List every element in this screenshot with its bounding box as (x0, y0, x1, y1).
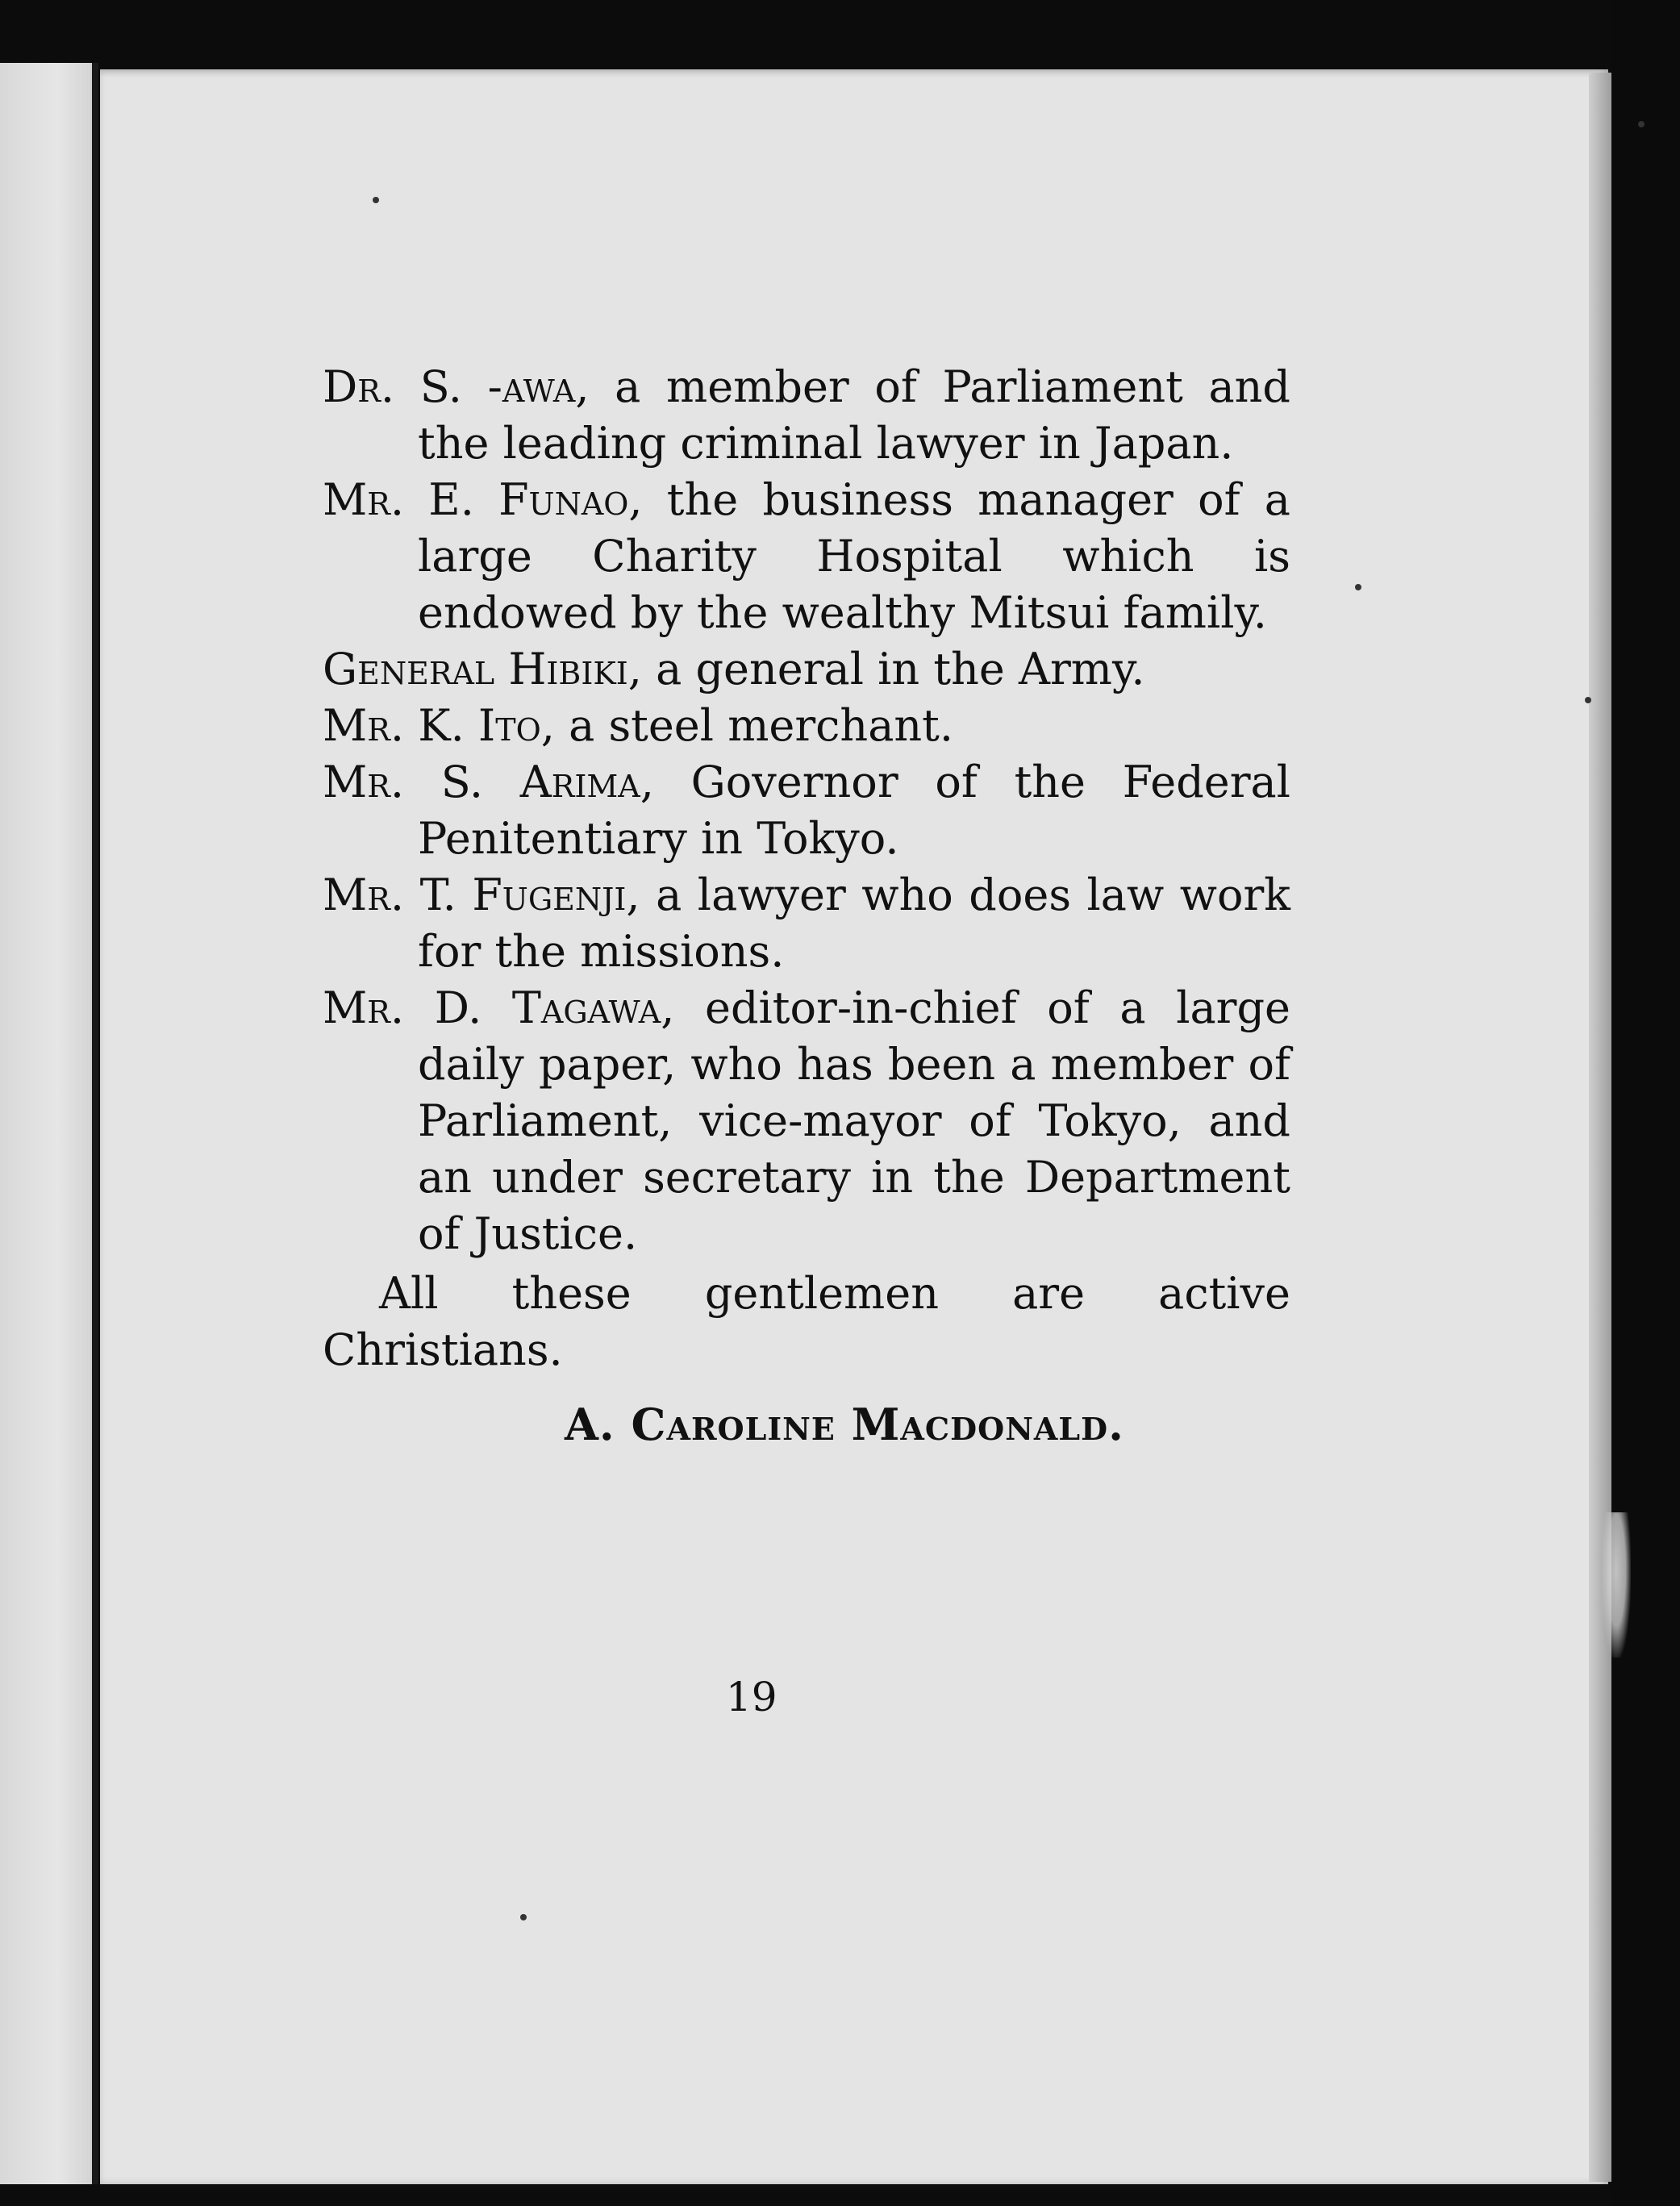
entry-name: Mr. D. Tagawa (323, 982, 661, 1033)
entry-description: , a member of Parliament and the leading criminal lawyer in Japan. (418, 361, 1290, 469)
entry-fugenji (323, 867, 1290, 980)
ink-speck (1355, 584, 1361, 590)
entry-name: Dr. S. -awa (323, 361, 576, 412)
ink-speck (1638, 121, 1645, 127)
entry-sawa (323, 359, 1290, 472)
entry-name: Mr. S. Arima (323, 757, 640, 807)
ink-speck (1585, 697, 1591, 703)
entry-description: , the business manager of a large Charity Hospital which is endowed by the wealthy Mitsui family. (418, 474, 1290, 638)
ink-speck (520, 1914, 527, 1920)
left-page-edge (0, 63, 95, 2184)
entry-ito (323, 698, 1290, 754)
entry-description: , a general in the Army. (627, 644, 1145, 694)
entry-description: , a lawyer who does law work for the missions. (418, 869, 1290, 977)
page-number: 19 (726, 1674, 777, 1720)
page-text (323, 359, 1290, 1453)
closing-paragraph: All these gentlemen are active Christians. (323, 1268, 1290, 1375)
entry-name: General Hibiki (323, 644, 628, 694)
entry-tagawa (323, 980, 1290, 1262)
page-fore-edge (1589, 73, 1611, 2182)
signature: A. Caroline Macdonald. (565, 1399, 1124, 1450)
gutter-line (92, 63, 98, 2184)
entry-arima (323, 754, 1290, 867)
entry-name: Mr. E. Funao (323, 474, 629, 525)
entry-description: , a steel merchant. (540, 700, 954, 751)
entry-name: Mr. T. Fugenji (323, 869, 627, 920)
entry-description: , editor-in-chief of a large daily paper, who has been a member of Parliament, vice-mayor of Tokyo, and an under secretary in the Department of Justice. (418, 982, 1290, 1259)
ink-speck (373, 197, 379, 203)
entry-funao (323, 472, 1290, 641)
torn-edge-mark (1602, 1512, 1631, 1658)
entry-hibiki (323, 641, 1290, 698)
entry-description: , Governor of the Federal Penitentiary in Tokyo. (418, 757, 1290, 864)
entry-name: Mr. K. Ito (323, 700, 541, 751)
scan-border (1611, 0, 1680, 2206)
